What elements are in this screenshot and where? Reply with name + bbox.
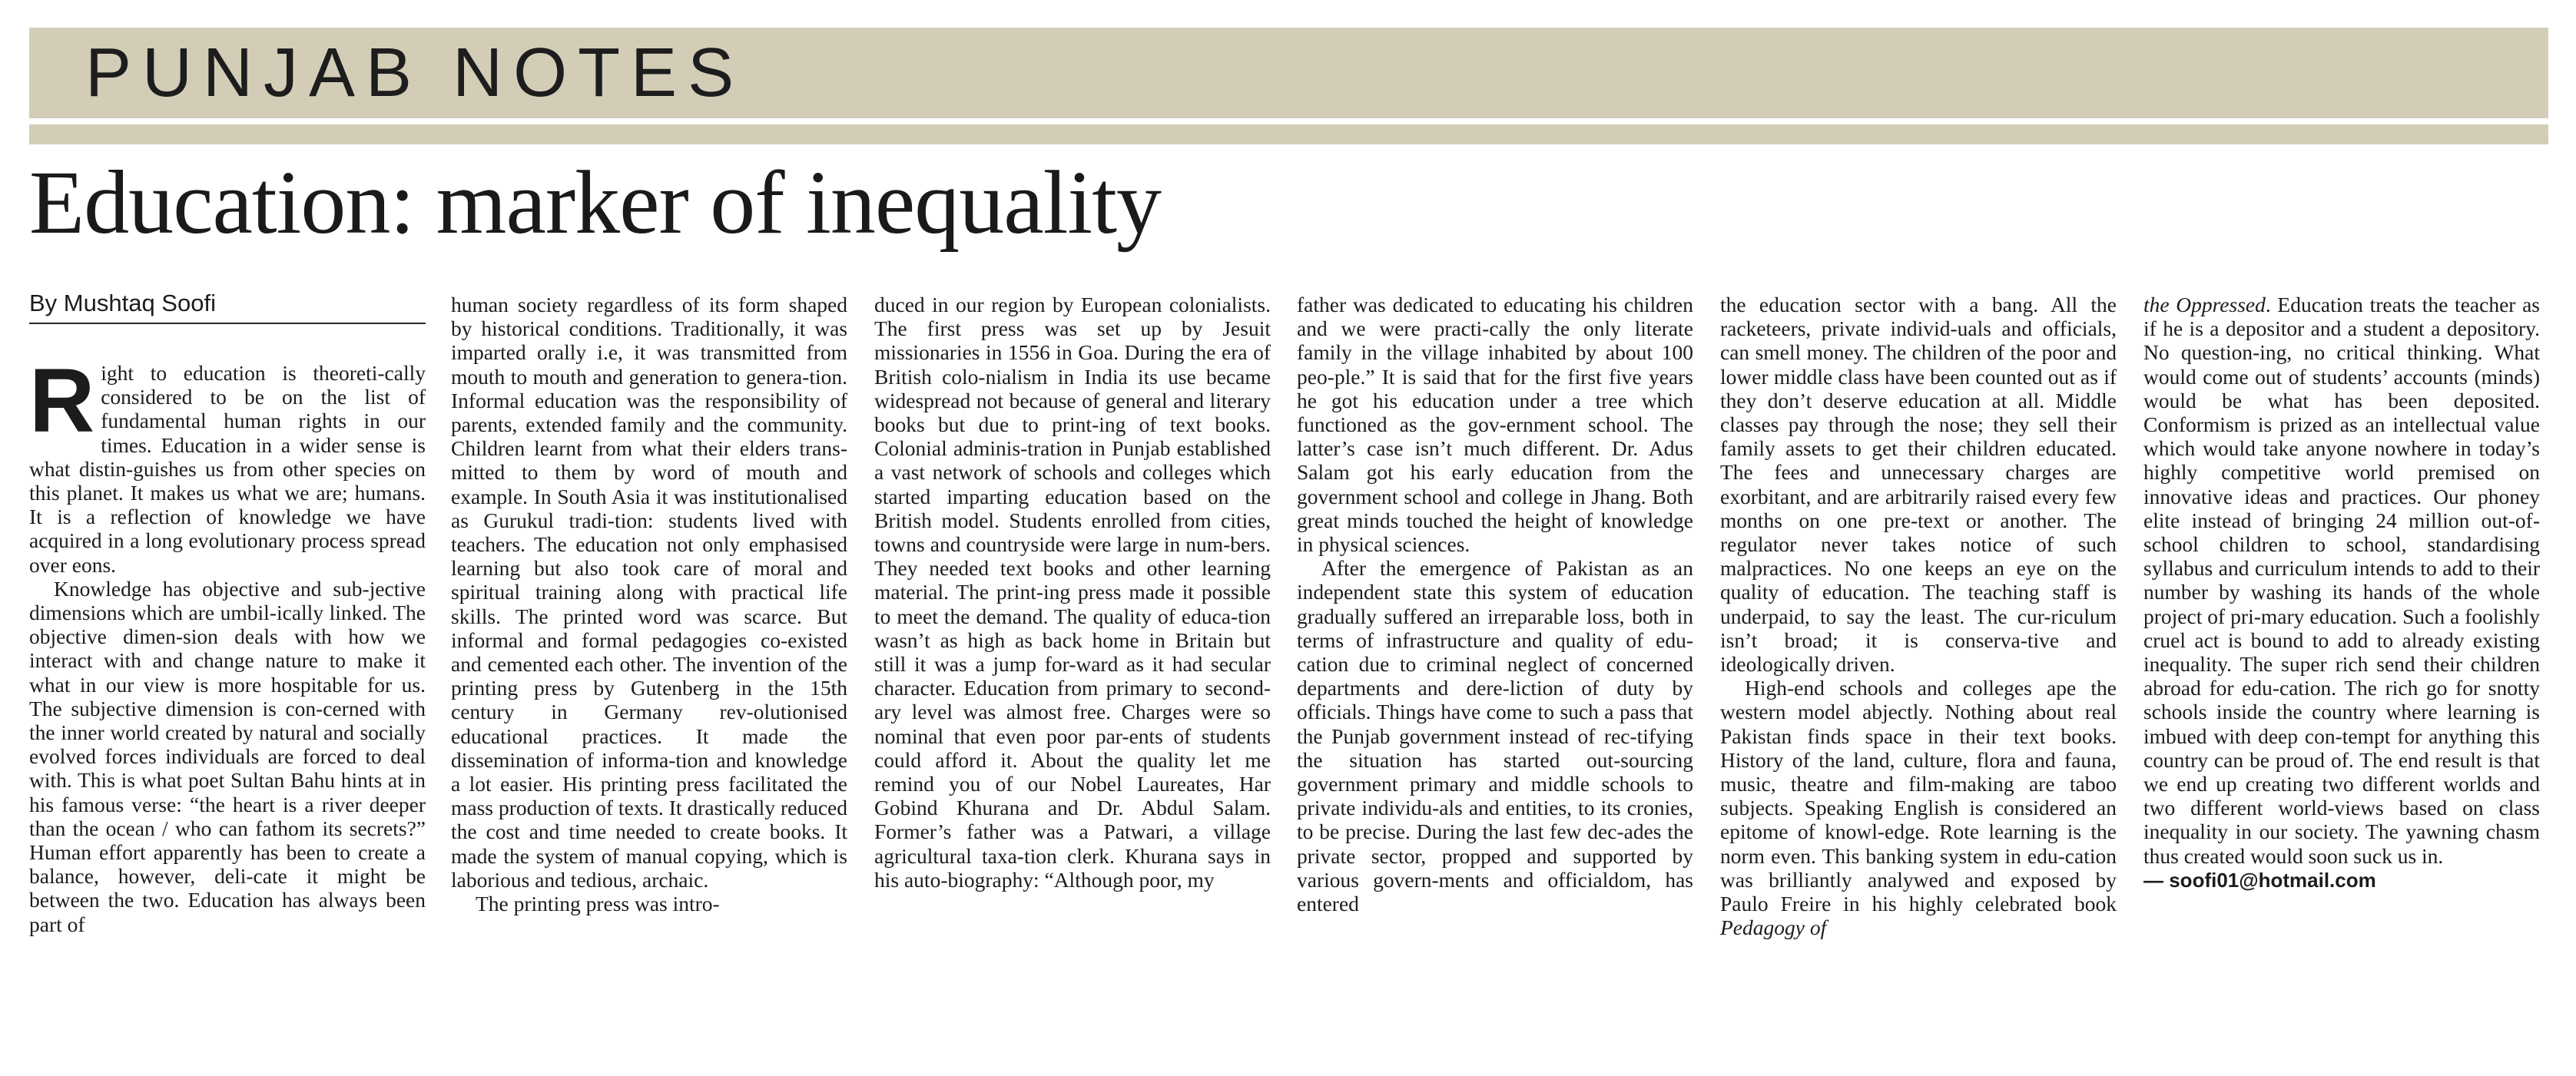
paragraph: The printing press was intro- xyxy=(476,892,720,916)
paragraph: duced in our region by European colonialists. The first press was set up by Jesuit missionaries in 1556 in Goa. During the era of British colo-nialism in India its use became widespread not because of general and literary books but due to print-ing of text books. Colonial adminis-tration in Punjab established a vast network of schools and colleges which started imparting education based on the British model. Students enrolled from cities, towns and countryside were large in num-bers. They needed text books and other learning material. The print-ing press made it possible to meet the demand. The quality of educa-tion wasn’t as high as back home in Britain but still it was a jump for-ward as it had secular character. Education from primary to second-ary level was almost free. Charges were so nominal that even poor par-ents of students could afford it. About the quality let me remind you of our Nobel Laureates, Har Gobind Khurana and Dr. Abdul Salam. Former’s father was a Patwari, a village agricultural taxa-tion clerk. Khurana says in his auto-biography: “Although poor, my xyxy=(874,293,1271,892)
article-column-1 xyxy=(29,350,426,936)
paragraph: After the emergence of Pakistan as an independent state this system of education gradually suffered an irreparable loss, both in terms of infrastructure and quality of edu-cation due to criminal neglect of concerned departments and dere-liction of duty by officials. Things have come to such a pass that the Punjab government instead of rec-tifying the situation has started out-sourcing government primary and middle schools to private individu-als and entities, to its cronies, to be precise. During the last few dec-ades the private sector, propped and supported by various govern-ments and officialdom, has entered xyxy=(1297,556,1693,916)
paragraph-text: ight to education is theoreti-cally considered to be on the list of fundamental human rights in our times. Education in a wider sense is what distin-guishes us from other species on this planet. It makes us what we are; humans. It is a reflection of knowledge we have acquired in a long evolutionary process spread over eons. xyxy=(29,361,426,577)
book-title: Pedagogy of xyxy=(1720,915,1827,940)
paragraph: human society regardless of its form shaped by historical conditions. Traditionally, it was imparted orally i.e, it was transmitted from mouth to mouth and generation to genera-tion. Informal education was the responsibility of parents, extended family and the community. Children learnt from what their elders trans-mitted to them by word of mouth and example. In South Asia it was institutionalised as Gurukul tradi-tion: students lived with teachers. The education not only emphasised learning but also took care of moral and spiritual training along with practical life skills. The printed word was scarce. But informal and formal pedagogies co-existed and cemented each other. The invention of the printing press by Gutenberg in the 15th century in Germany rev-olutionised educational practices. It made the dissemination of informa-tion and knowledge a lot easier. His printing press facilitated the mass production of texts. It drastically reduced the cost and time needed to create books. It made the system of manual copying, which is laborious and tedious, archaic. xyxy=(451,293,847,892)
article-column-4 xyxy=(1297,293,1693,915)
byline: By Mushtaq Soofi xyxy=(29,289,426,324)
paragraph: the education sector with a bang. All the racketeers, private individ-uals and officials, can smell money. The children of the poor and lower middle class have been counted out as if they don’t deserve education at all. Middle classes pay through the nose; they sell their family assets to get their children educated. The fees and unnecessary charges are exorbitant, and are arbitrarily raised every few months on one pre-text or another. The regulator never takes notice of such malpractices. No one keeps an eye on the quality of education. The teaching staff is underpaid, to say the least. The cur-riculum isn’t broad; it is conserva-tive and ideologically driven. xyxy=(1720,293,2117,677)
paragraph: Knowledge has objective and sub-jective dimensions which are umbil-ically linked. The objective dimen-sion deals with how we interact with and change nature to make it what in our view is more hospitable for us. The subjective dimension is con-cerned with the inner world created by natural and socially evolved forces individuals are forced to deal with. This is what poet Sultan Bahu hints at in his famous verse: “the heart is a river deeper than the ocean / who can fathom its secrets?” Human effort apparently has been to create a balance, however, deli-cate it might be between the two. Education has always been part of xyxy=(29,576,426,936)
drop-cap: R xyxy=(29,350,95,452)
paragraph xyxy=(2143,293,2540,868)
section-banner xyxy=(29,28,2548,118)
paragraph-text: . Education treats the teacher as if he is a depositor and a student a depository. No question-ing, no critical thinking. What would come out of students’ accounts (minds) would be what has been deposited. Conformism is prized as an intellectual value which would take anyone nowhere in today’s highly competitive world premised on innovative ideas and practices. Our phoney elite instead of bringing 24 million out-of-school children to school, standardising syllabus and curriculum intends to add to their number by washing its hands of the whole project of pri-mary education. Such a foolishly cruel act is bound to add to already existing inequality. The super rich send their children abroad for edu-cation. The rich go for snotty schools inside the country where learning is imbued with deep con-tempt for anything this country can be proud of. The end result is that we end up creating two different worlds and two different world-views based on class inequality in our society. The yawning chasm thus created would soon suck us in. xyxy=(2143,293,2541,868)
headline: Education: marker of inequality xyxy=(29,152,1161,253)
byline-block xyxy=(29,289,426,324)
section-title: PUNJAB NOTES xyxy=(85,35,745,111)
article-column-2 xyxy=(451,293,847,915)
signoff-paragraph xyxy=(2143,868,2540,892)
article-column-6 xyxy=(2143,293,2540,892)
paragraph xyxy=(29,350,426,577)
paragraph xyxy=(1720,676,2117,939)
paragraph-text: High-end schools and colleges ape the western model abjectly. Nothing about real Pakistan finds space in their text books. History of the land, culture, flora and fauna, music, theatre and film-making are taboo subjects. Speaking English is considered an epitome of knowl-edge. Rote learning is the norm even. This banking system in edu-cation was brilliantly analywed and exposed by Paulo Freire in his highly celebrated book xyxy=(1720,676,2117,916)
article-column-5 xyxy=(1720,293,2117,939)
paragraph: father was dedicated to educating his children and we were practi-cally the only literate family in the village inhabited by about 100 peo-ple.” It is said that for the first five years he got his education under a tree which functioned as the gov-ernment school. The latter’s case isn’t much different. Dr. Adus Salam got his early education from the government school and college in Jhang. Both great minds touched the height of knowledge in physical sciences. xyxy=(1297,293,1693,557)
author-email: — soofi01@hotmail.com xyxy=(2143,868,2376,892)
banner-rule xyxy=(29,124,2548,144)
book-title: the Oppressed xyxy=(2143,293,2266,316)
article-column-3 xyxy=(874,293,1271,892)
